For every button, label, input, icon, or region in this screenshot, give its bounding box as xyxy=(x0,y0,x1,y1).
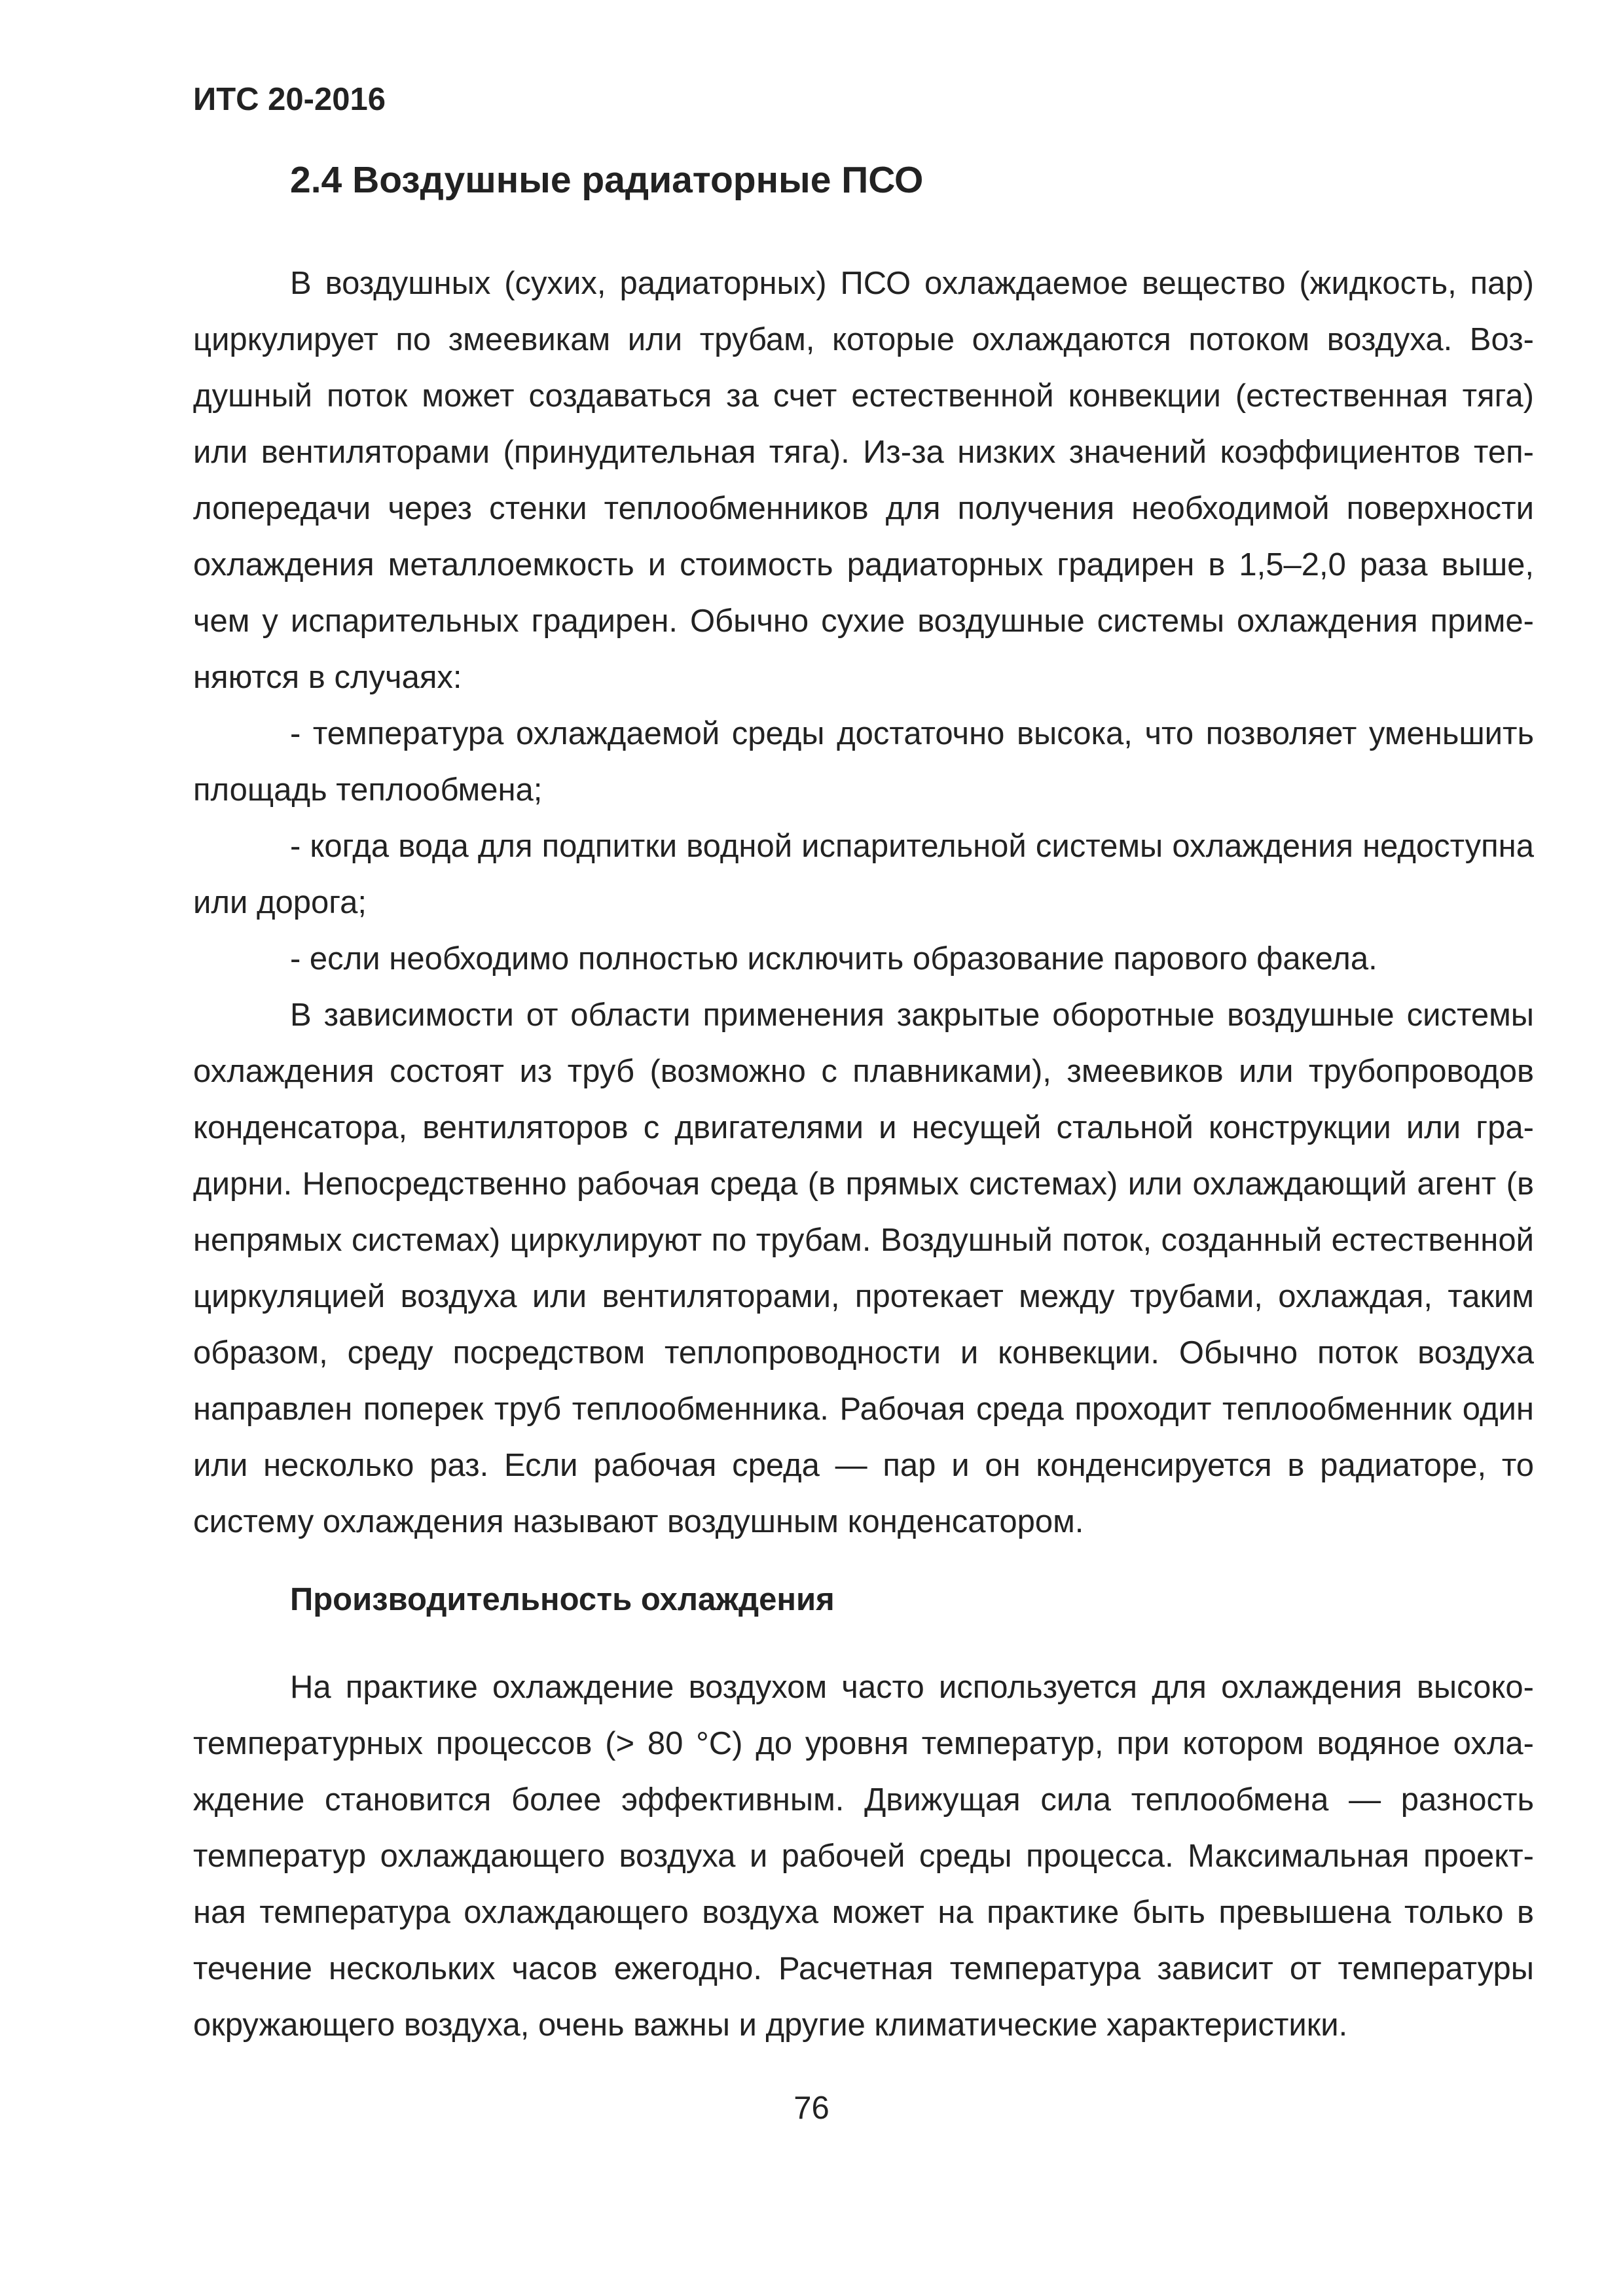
list-item-no-plume: - если необходимо полностью исключить образование парового факела. xyxy=(290,941,1377,977)
page-number: 76 xyxy=(793,2090,830,2126)
section-title: 2.4 Воздушные радиаторные ПСО xyxy=(290,159,924,201)
paragraph-system-components: В зависимости от области применения закрытые оборотные воздушные системы охлаждения состоят из труб (возможно с плавниками), змеевиков или трубопроводов конденсатора, вентиляторов с двигателями и несущей стальной конструкции или градирни. Непосредственно рабочая среда (в прямых системах) или охлаждающий агент (в непрямых системах) циркулируют по трубам. Воздушный поток, созданный естественной циркуляцией воздуха или вентиляторами, протекает между трубами, охлаждая, таким образом, среду посредством теплопроводности и конвекции. Обычно поток воздуха направлен поперек труб теплообменника. Рабочая среда проходит теплообменник один или несколько раз. Если рабочая среда — пар и он конденсируется в радиаторе, то систему охлаждения называют воздушным конденсатором. xyxy=(193,997,1534,1539)
paragraph-intro: В воздушных (сухих, радиаторных) ПСО охлаждаемое вещество (жидкость, пар) циркулирует по змеевикам или трубам, которые охлаждаются потоком воздуха. Воздушный поток может создаваться за счет естественной конвекции (естественная тяга) или вентиляторами (принудительная тяга). Из-за низких значений коэффициентов теплопередачи через стенки теплообменников для получения необходимой поверхности охлаждения металлоемкость и стоимость радиаторных градирен в 1,5–2,0 раза выше, чем у испарительных градирен. Обычно сухие воздушные системы охлаждения применяются в случаях: xyxy=(193,266,1534,695)
paragraph-cooling-performance: На практике охлаждение воздухом часто используется для охлаждения высокотемпературных процессов (> 80 °C) до уровня температур, при котором водяное охлаждение становится более эффективным. Движущая сила теплообмена — разность температур охлаждающего воздуха и рабочей среды процесса. Максимальная проектная температура охлаждающего воздуха может на практике быть превышена только в течение нескольких часов ежегодно. Расчетная температура зависит от температуры окружающего воздуха, очень важны и другие климатические характеристики. xyxy=(193,1670,1534,2043)
list-item-water-unavailable: - когда вода для подпитки водной испарительной системы охлаждения недоступна или дорога; xyxy=(193,829,1534,920)
list-item-high-temperature: - температура охлаждаемой среды достаточно высока, что позволяет уменьшить площадь теплообмена; xyxy=(193,716,1534,808)
subsection-title: Производительность охлаждения xyxy=(290,1582,835,1617)
subsection-body xyxy=(193,1659,1534,2053)
section-body xyxy=(193,255,1534,1550)
document-code: ИТС 20-2016 xyxy=(193,82,386,117)
